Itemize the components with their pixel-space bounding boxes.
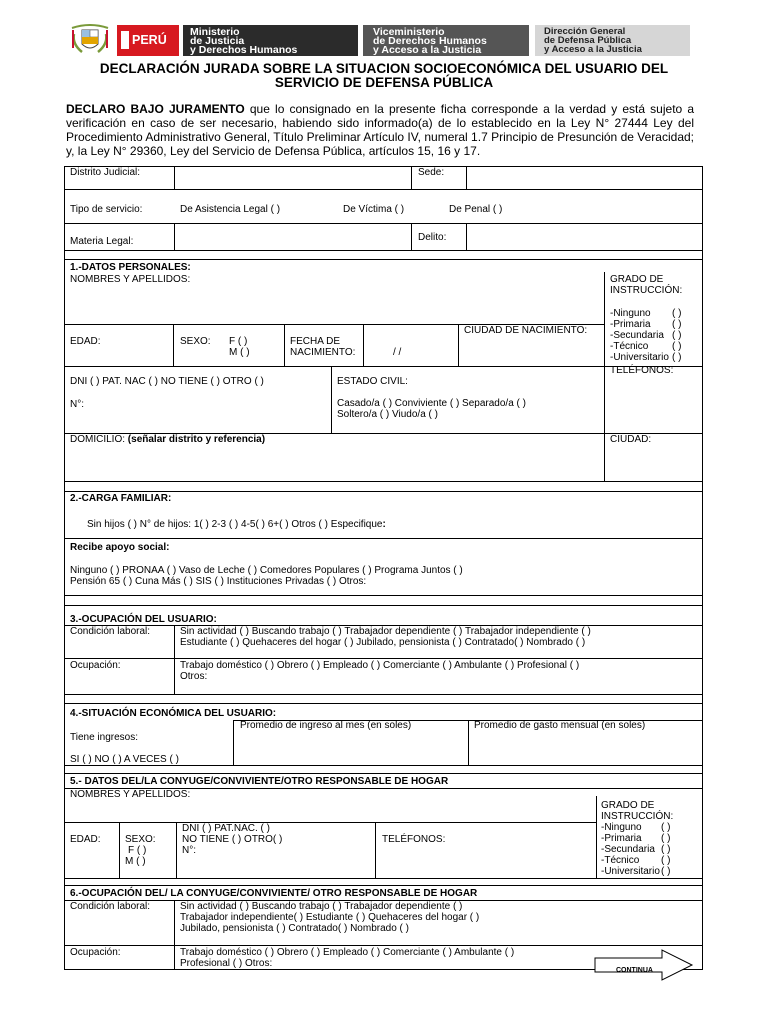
materia-legal-label: Materia Legal: bbox=[70, 236, 134, 247]
sexo-label: SEXO: bbox=[180, 336, 211, 347]
grado-option[interactable]: -Técnico bbox=[610, 341, 649, 352]
conyuge-condicion-options-1[interactable]: Sin actividad ( ) Buscando trabajo ( ) Trabajador dependiente ( ) bbox=[180, 901, 463, 912]
distrito-judicial-field[interactable] bbox=[175, 167, 410, 188]
materia-legal-field[interactable] bbox=[175, 224, 410, 249]
section-6-title: 6.-OCUPACIÓN DEL/ LA CONYUGE/CONVIVIENTE/ OTRO RESPONSABLE DE HOGAR bbox=[70, 888, 478, 899]
conyuge-telefonos-label: TELÉFONOS: bbox=[382, 834, 446, 845]
asistencia-legal-option[interactable]: De Asistencia Legal ( ) bbox=[180, 204, 281, 215]
tiene-ingresos-options[interactable]: SI ( ) NO ( ) A VECES ( ) bbox=[70, 754, 179, 765]
conyuge-sexo-label: SEXO: bbox=[125, 834, 156, 845]
ciudad-label: CIUDAD: bbox=[610, 434, 652, 445]
section-3-title: 3.-OCUPACIÓN DEL USUARIO: bbox=[70, 614, 217, 625]
direccion-line-1: Dirección General bbox=[544, 26, 626, 37]
conyuge-grado-paren[interactable]: ( ) bbox=[661, 833, 671, 844]
intro-bold: DECLARO BAJO JURAMENTO bbox=[66, 102, 245, 116]
grado-option-paren[interactable]: ( ) bbox=[672, 330, 682, 341]
direccion-line-3: y Acceso a la Justicia bbox=[544, 44, 642, 55]
intro-paragraph bbox=[66, 102, 694, 158]
grado-option-paren[interactable]: ( ) bbox=[672, 319, 682, 330]
viceministerio-block bbox=[363, 25, 529, 56]
fecha-nacimiento-label-1: FECHA DE bbox=[290, 336, 341, 347]
documento-numero-label: N°: bbox=[70, 399, 84, 410]
tipo-servicio-label: Tipo de servicio: bbox=[70, 204, 143, 215]
grado-option-paren[interactable]: ( ) bbox=[672, 308, 682, 319]
section-1-title: 1.-DATOS PERSONALES: bbox=[70, 262, 191, 273]
conyuge-grado-paren[interactable]: ( ) bbox=[661, 844, 671, 855]
apoyo-social-options-2[interactable]: Pensión 65 ( ) Cuna Más ( ) SIS ( ) Instituciones Privadas ( ) Otros: bbox=[70, 576, 367, 587]
apoyo-social-options-1[interactable]: Ninguno ( ) PRONAA ( ) Vaso de Leche ( ) Comedores Populares ( ) Programa Juntos ( ) bbox=[70, 565, 463, 576]
hijos-options-text: Sin hijos ( ) N° de hijos: 1( ) 2-3 ( ) 4-5( ) 6+( ) Otros ( ) Especifique bbox=[87, 519, 383, 530]
conyuge-edad-label: EDAD: bbox=[70, 834, 101, 845]
distrito-judicial-label: Distrito Judicial: bbox=[70, 167, 141, 178]
ministerio-line-2: de Justicia bbox=[190, 35, 245, 47]
conyuge-grado-option[interactable]: -Ninguno bbox=[601, 822, 642, 833]
estado-civil-options-2[interactable]: Soltero/a ( ) Viudo/a ( ) bbox=[337, 409, 438, 420]
conyuge-nombres-field[interactable] bbox=[65, 801, 595, 821]
condicion-laboral-options-2[interactable]: Estudiante ( ) Quehaceres del hogar ( ) Jubilado, pensionista ( ) Contratado( ) Nombrado ( ) bbox=[180, 637, 586, 648]
ministerio-line-3: y Derechos Humanos bbox=[190, 44, 298, 56]
viceministerio-line-1: Viceministerio bbox=[373, 26, 445, 38]
conyuge-grado-paren[interactable]: ( ) bbox=[661, 866, 671, 877]
continua-arrow[interactable] bbox=[594, 948, 694, 982]
conyuge-grado-paren[interactable]: ( ) bbox=[661, 855, 671, 866]
grado-instruccion-label-2: INSTRUCCIÓN: bbox=[610, 285, 683, 296]
conyuge-condicion-label: Condición laboral: bbox=[70, 901, 151, 912]
conyuge-documento-label: N°: bbox=[182, 845, 196, 856]
viceministerio-line-3: y Acceso a la Justicia bbox=[373, 44, 482, 56]
nombres-apellidos-label: NOMBRES Y APELLIDOS: bbox=[70, 274, 191, 285]
dni-options[interactable]: DNI ( ) PAT. NAC ( ) NO TIENE ( ) OTRO ( ) bbox=[70, 376, 264, 387]
grado-option-paren[interactable]: ( ) bbox=[672, 341, 682, 352]
conyuge-dni-options-1[interactable]: DNI ( ) PAT.NAC. ( ) bbox=[182, 823, 270, 834]
conyuge-grado-label-2: INSTRUCCIÓN: bbox=[601, 811, 674, 822]
domicilio-label bbox=[70, 434, 265, 445]
grado-option[interactable]: -Universitario bbox=[610, 352, 669, 363]
conyuge-condicion-options-2[interactable]: Trabajador independiente( ) Estudiante ( ) Quehaceres del hogar ( ) bbox=[180, 912, 480, 923]
condicion-laboral-label: Condición laboral: bbox=[70, 626, 151, 637]
form-title-line-2: SERVICIO DE DEFENSA PÚBLICA bbox=[274, 75, 494, 90]
coat-of-arms-icon bbox=[68, 24, 112, 56]
hijos-colon: : bbox=[382, 519, 386, 530]
grado-instruccion-label-1: GRADO DE bbox=[610, 274, 664, 285]
peru-label: PERÚ bbox=[132, 33, 167, 47]
promedio-gasto-label: Promedio de gasto mensual (en soles) bbox=[474, 720, 646, 731]
conyuge-grado-option[interactable]: -Técnico bbox=[601, 855, 640, 866]
ocupacion-options-2[interactable]: Otros: bbox=[180, 671, 208, 682]
estado-civil-label: ESTADO CIVIL: bbox=[337, 376, 408, 387]
fecha-nacimiento-label-2: NACIMIENTO: bbox=[290, 347, 356, 358]
delito-label: Delito: bbox=[418, 232, 447, 243]
sede-label: Sede: bbox=[418, 167, 445, 178]
ministerio-block bbox=[183, 25, 358, 56]
ocupacion-options-1[interactable]: Trabajo doméstico ( ) Obrero ( ) Empleado ( ) Comerciante ( ) Ambulante ( ) Profesional ( ) bbox=[180, 660, 580, 671]
direccion-block bbox=[535, 25, 690, 56]
telefonos-label: TELÉFONOS: bbox=[610, 365, 674, 376]
estado-civil-options-1[interactable]: Casado/a ( ) Conviviente ( ) Separado/a ( ) bbox=[337, 398, 526, 409]
grado-option[interactable]: -Ninguno bbox=[610, 308, 651, 319]
conyuge-condicion-options-3[interactable]: Jubilado, pensionista ( ) Contratado( ) Nombrado ( ) bbox=[180, 923, 409, 934]
right-arrow-icon bbox=[594, 948, 694, 982]
delito-field[interactable] bbox=[467, 224, 701, 249]
ministerio-line-1: Ministerio bbox=[190, 26, 240, 38]
promedio-gasto-field[interactable] bbox=[469, 732, 701, 764]
domicilio-field[interactable] bbox=[65, 446, 603, 480]
domicilio-label-text: DOMICILIO: bbox=[70, 434, 126, 445]
conyuge-grado-label-1: GRADO DE bbox=[601, 800, 655, 811]
conyuge-ocupacion-options-1[interactable]: Trabajo doméstico ( ) Obrero ( ) Empleado ( ) Comerciante ( ) Ambulante ( ) bbox=[180, 947, 515, 958]
section-5-title: 5.- DATOS DEL/LA CONYUGE/CONVIVIENTE/OTRO RESPONSABLE DE HOGAR bbox=[70, 776, 449, 787]
section-2-title: 2.-CARGA FAMILIAR: bbox=[70, 493, 172, 504]
conyuge-sexo-m[interactable]: M ( ) bbox=[125, 856, 146, 867]
grado-option[interactable]: -Primaria bbox=[610, 319, 651, 330]
promedio-ingreso-label: Promedio de ingreso al mes (en soles) bbox=[240, 720, 412, 731]
conyuge-ocupacion-label: Ocupación: bbox=[70, 947, 121, 958]
conyuge-sexo-f[interactable]: F ( ) bbox=[128, 845, 147, 856]
viceministerio-line-2: de Derechos Humanos bbox=[373, 35, 487, 47]
conyuge-nombres-label: NOMBRES Y APELLIDOS: bbox=[70, 789, 191, 800]
sexo-f-option[interactable]: F ( ) bbox=[229, 336, 248, 347]
victima-option[interactable]: De Víctima ( ) bbox=[343, 204, 405, 215]
form-title-line-1: DECLARACIÓN JURADA SOBRE LA SITUACION SOCIOECONÓMICA DEL USUARIO DEL bbox=[99, 61, 669, 76]
section-4-title: 4.-SITUACIÓN ECONÓMICA DEL USUARIO: bbox=[70, 708, 277, 719]
conyuge-grado-paren[interactable]: ( ) bbox=[661, 822, 671, 833]
domicilio-hint: (señalar distrito y referencia) bbox=[127, 434, 266, 445]
grado-option[interactable]: -Secundaria bbox=[610, 330, 664, 341]
nombres-apellidos-field[interactable] bbox=[65, 286, 603, 323]
edad-label: EDAD: bbox=[70, 336, 101, 347]
peru-block bbox=[117, 25, 179, 56]
intro-text: que lo consignado en la presente ficha corresponde a la verdad y está sujeto a verificación en caso de ser necesario, habiendo sido informado(a) de lo establecido en la Ley N° 27444 Ley del Procedimiento Administrativo General, Título Preliminar Artículo IV, numeral 1.7 Principio de Presunción de Veracidad; y, la Ley N° 29360, Ley del Servicio de Defensa Pública, artículos 15, 16 y 17. bbox=[66, 102, 695, 158]
conyuge-grado-option[interactable]: -Secundaria bbox=[601, 844, 655, 855]
conyuge-dni-options-2[interactable]: NO TIENE ( ) OTRO( ) bbox=[182, 834, 283, 845]
ciudad-nacimiento-label: CIUDAD DE NACIMIENTO: bbox=[464, 325, 588, 336]
continua-label: CONTINUA bbox=[616, 967, 653, 974]
sede-field[interactable] bbox=[467, 167, 701, 188]
sexo-m-option[interactable]: M ( ) bbox=[229, 347, 250, 358]
apoyo-social-label: Recibe apoyo social: bbox=[70, 542, 170, 553]
direccion-line-2: de Defensa Pública bbox=[544, 35, 632, 46]
conyuge-grado-option[interactable]: -Universitario bbox=[601, 866, 660, 877]
conyuge-ocupacion-options-2[interactable]: Profesional ( ) Otros: bbox=[180, 958, 273, 969]
fecha-slashes[interactable]: / / bbox=[393, 347, 402, 358]
grado-option-paren[interactable]: ( ) bbox=[672, 352, 682, 363]
tiene-ingresos-label: Tiene ingresos: bbox=[70, 732, 138, 743]
penal-option[interactable]: De Penal ( ) bbox=[449, 204, 503, 215]
conyuge-grado-option[interactable]: -Primaria bbox=[601, 833, 642, 844]
ocupacion-label: Ocupación: bbox=[70, 660, 121, 671]
promedio-ingreso-field[interactable] bbox=[234, 732, 467, 764]
condicion-laboral-options-1[interactable]: Sin actividad ( ) Buscando trabajo ( ) Trabajador dependiente ( ) Trabajador independiente ( ) bbox=[180, 626, 591, 637]
hijos-options[interactable] bbox=[87, 519, 386, 530]
